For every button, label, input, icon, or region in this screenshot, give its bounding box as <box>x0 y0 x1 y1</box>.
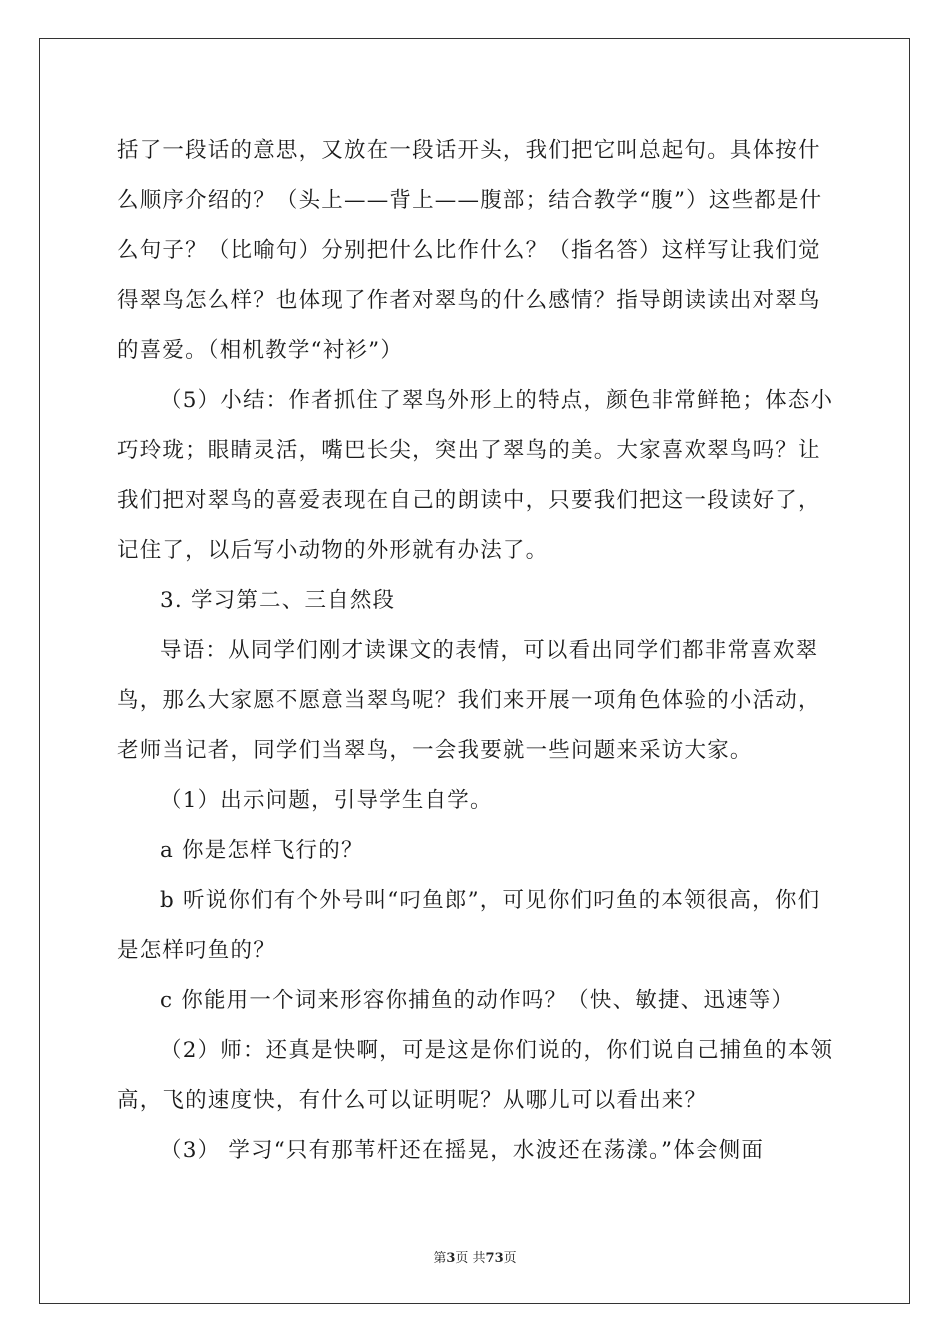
document-body <box>117 126 837 1176</box>
page-footer <box>0 1247 950 1266</box>
paragraph-9: （2）师：还真是快啊，可是这是你们说的，你们说自己捕鱼的本领高，飞的速度快，有什么可以证明呢？从哪儿可以看出来？ <box>117 1038 834 1113</box>
footer-mid: 页 共 <box>455 1251 486 1266</box>
paragraph-6: a 你是怎样飞行的？ <box>160 838 364 863</box>
paragraph-3: 3. 学习第二、三自然段 <box>160 588 396 613</box>
footer-page-number: 3 <box>446 1251 456 1266</box>
paragraph-5: （1）出示问题，引导学生自学。 <box>160 788 493 813</box>
paragraph-7: b 听说你们有个外号叫“叼鱼郎”，可见你们叼鱼的本领很高，你们是怎样叼鱼的？ <box>117 888 821 963</box>
paragraph-4: 导语：从同学们刚才读课文的表情，可以看出同学们都非常喜欢翠鸟，那么大家愿不愿意当翠鸟呢？我们来开展一项角色体验的小活动，老师当记者，同学们当翠鸟，一会我要就一些问题来采访大家。 <box>117 638 821 763</box>
footer-prefix: 第 <box>433 1251 447 1266</box>
footer-total-pages: 73 <box>485 1251 504 1266</box>
paragraph-2: （5）小结：作者抓住了翠鸟外形上的特点，颜色非常鲜艳；体态小巧玲珑；眼睛灵活，嘴巴长尖，突出了翠鸟的美。大家喜欢翠鸟吗？让我们把对翠鸟的喜爱表现在自己的朗读中，只要我们把这一段读好了，记住了，以后写小动物的外形就有办法了。 <box>117 388 834 563</box>
footer-suffix: 页 <box>503 1251 517 1266</box>
paragraph-8: c 你能用一个词来形容你捕鱼的动作吗？（快、敏捷、迅速等） <box>160 988 795 1013</box>
paragraph-1: 括了一段话的意思，又放在一段话开头，我们把它叫总起句。具体按什么顺序介绍的？（头上——背上——腹部；结合教学“腹”）这些都是什么句子？（比喻句）分别把什么比作什么？（指名答）这样写让我们觉得翠鸟怎么样？也体现了作者对翠鸟的什么感情？指导朗读读出对翠鸟的喜爱。（相机教学“衬衫”） <box>117 138 823 363</box>
paragraph-10: （3） 学习“只有那苇杆还在摇晃，水波还在荡漾。”体会侧面 <box>160 1138 765 1163</box>
